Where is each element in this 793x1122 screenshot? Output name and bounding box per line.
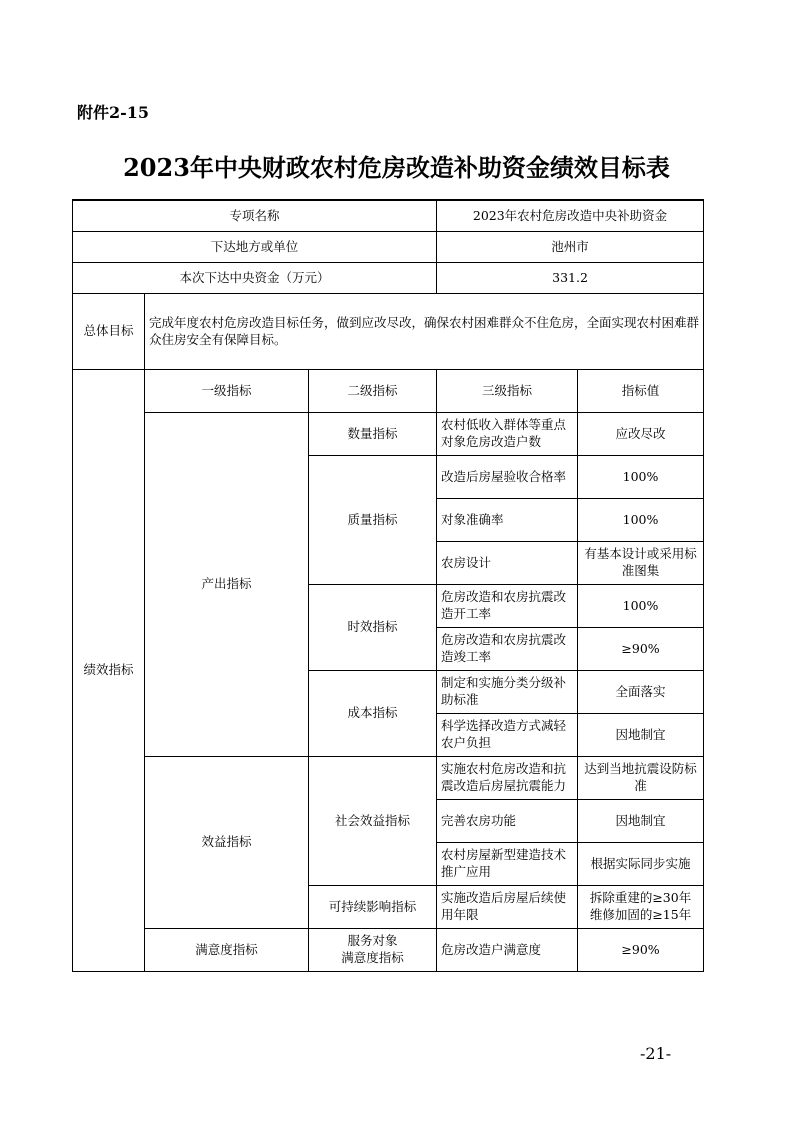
- project-name-label: 专项名称: [73, 200, 437, 232]
- header-level3: 三级指标: [437, 370, 578, 413]
- level1-satisfaction: 满意度指标: [145, 929, 309, 972]
- indicator-value: ≥90%: [578, 628, 704, 671]
- indicator-name: 危房改造户满意度: [437, 929, 578, 972]
- header-level2: 二级指标: [309, 370, 437, 413]
- indicator-name: 完善农房功能: [437, 800, 578, 843]
- indicator-value: 100%: [578, 499, 704, 542]
- page-title: 2023年中央财政农村危房改造补助资金绩效目标表: [123, 153, 670, 182]
- indicator-name: 实施改造后房屋后续使用年限: [437, 886, 578, 929]
- indicator-name: 改造后房屋验收合格率: [437, 456, 578, 499]
- indicator-value: 拆除重建的≥30年 维修加固的≥15年: [578, 886, 704, 929]
- indicator-value: ≥90%: [578, 929, 704, 972]
- overall-goal-text: 完成年度农村危房改造目标任务，做到应改尽改，确保农村困难群众不住危房，全面实现农村困难群众住房安全有保障目标。: [145, 294, 704, 370]
- performance-indicators-label: 绩效指标: [73, 370, 145, 972]
- indicator-value: 全面落实: [578, 671, 704, 714]
- indicator-value: 100%: [578, 585, 704, 628]
- indicator-value: 应改尽改: [578, 413, 704, 456]
- indicator-name: 对象准确率: [437, 499, 578, 542]
- project-name-value: 2023年农村危房改造中央补助资金: [437, 200, 704, 232]
- fund-label: 本次下达中央资金（万元）: [73, 263, 437, 294]
- indicator-value: 因地制宜: [578, 800, 704, 843]
- header-level1: 一级指标: [145, 370, 309, 413]
- region-value: 池州市: [437, 232, 704, 263]
- indicator-value: 有基本设计或采用标准图集: [578, 542, 704, 585]
- level2-quality: 质量指标: [309, 456, 437, 585]
- indicator-name: 农房设计: [437, 542, 578, 585]
- indicator-value: 根据实际同步实施: [578, 843, 704, 886]
- indicator-name: 危房改造和农房抗震改造开工率: [437, 585, 578, 628]
- attachment-label: 附件2-15: [77, 103, 150, 122]
- performance-target-table: [72, 199, 704, 972]
- indicator-name: 科学选择改造方式减轻农户负担: [437, 714, 578, 757]
- header-value: 指标值: [578, 370, 704, 413]
- indicator-value: 100%: [578, 456, 704, 499]
- region-label: 下达地方或单位: [73, 232, 437, 263]
- level1-output: 产出指标: [145, 413, 309, 757]
- overall-goal-label: 总体目标: [73, 294, 145, 370]
- indicator-value: 达到当地抗震设防标准: [578, 757, 704, 800]
- indicator-name: 农村房屋新型建造技术推广应用: [437, 843, 578, 886]
- indicator-name: 农村低收入群体等重点对象危房改造户数: [437, 413, 578, 456]
- level2-quantity: 数量指标: [309, 413, 437, 456]
- level2-timeliness: 时效指标: [309, 585, 437, 671]
- level1-benefit: 效益指标: [145, 757, 309, 929]
- indicator-name: 制定和实施分类分级补助标准: [437, 671, 578, 714]
- fund-value: 331.2: [437, 263, 704, 294]
- page-number: -21-: [640, 1044, 672, 1063]
- indicator-name: 危房改造和农房抗震改造竣工率: [437, 628, 578, 671]
- level2-sustainable: 可持续影响指标: [309, 886, 437, 929]
- indicator-name: 实施农村危房改造和抗震改造后房屋抗震能力: [437, 757, 578, 800]
- level2-satisfaction: 服务对象 满意度指标: [309, 929, 437, 972]
- level2-social: 社会效益指标: [309, 757, 437, 886]
- indicator-value: 因地制宜: [578, 714, 704, 757]
- level2-cost: 成本指标: [309, 671, 437, 757]
